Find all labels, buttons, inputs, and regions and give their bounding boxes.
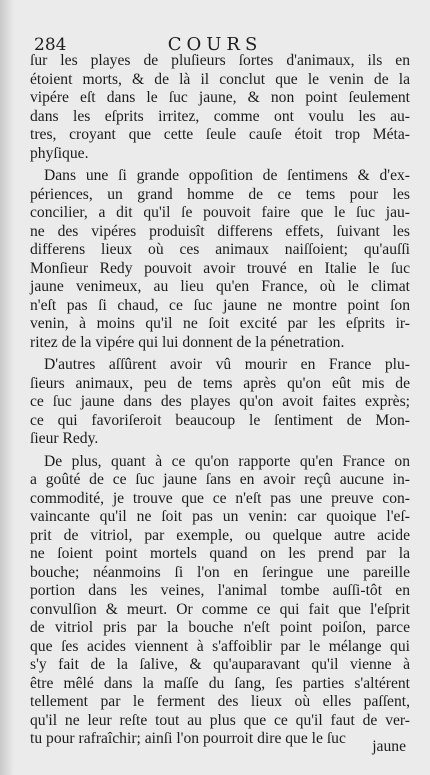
text-line: a goûté de ce ſuc jaune ſans en avoir reçû aucune in- bbox=[30, 471, 410, 488]
text-line: portion dans les veines, l'animal tombe auſſi-tôt en bbox=[30, 582, 410, 599]
text-line: périences, un grand homme de ce tems pour les bbox=[30, 185, 410, 203]
text-line: qu'il ne leur reſte tout au plus que ce qu'il faut de ver- bbox=[30, 711, 410, 729]
text-line: ne des vipéres produisît differens effets, ſuivant les bbox=[30, 222, 410, 240]
paragraph bbox=[30, 356, 410, 449]
running-head: COURS bbox=[167, 34, 263, 55]
text-line: ſieurs animaux, peu de tems après qu'on eût mis de bbox=[30, 374, 410, 392]
text-line: de vitriol pris par la bouche n'eſt point poiſon, parce bbox=[30, 619, 410, 636]
catchword: jaune bbox=[372, 738, 406, 755]
text-line: ne ſoient point mortels quand on les prend par la bbox=[30, 545, 410, 562]
text-line: differens lieux où ces animaux naiſſoient; qu'auſſi bbox=[30, 241, 410, 258]
text-line: que ſes acides viennent à s'affoiblir par le mélange qui bbox=[30, 637, 410, 655]
text-line: phyſique. bbox=[30, 144, 89, 162]
text-line: ritez de la vipére qui lui donnent de la pénetration. bbox=[30, 333, 345, 351]
text-line: ſur les playes de pluſieurs ſortes d'animaux, ils en bbox=[30, 52, 410, 69]
text-line: Monſieur Redy pouvoit avoir trouvé en Italie le ſuc bbox=[30, 259, 410, 277]
paragraph bbox=[30, 453, 410, 749]
text-line: s'y fait de la ſalive, & qu'auparavant qu'il vienne à bbox=[30, 656, 410, 673]
page-gutter-shadow bbox=[0, 0, 14, 775]
text-line: venin, à moins qu'il ne ſoit excité par les eſprits ir- bbox=[30, 315, 410, 332]
text-line: ce qui favoriſeroit beaucoup le ſentiment de Mon- bbox=[30, 411, 410, 429]
text-line: D'autres aſſûrent avoir vû mourir en France plu- bbox=[44, 356, 410, 373]
text-line: vaincante qu'il ne ſoit pas un venin: car quoique l'eſ- bbox=[30, 508, 410, 525]
text-line: ce ſuc jaune dans des playes qu'on avoit faites exprès; bbox=[30, 393, 410, 410]
text-line: convulſion & meurt. Or comme ce qui fait que l'eſprit bbox=[30, 600, 410, 618]
text-line: dans les eſprits irritez, comme ont voulu les au- bbox=[30, 107, 410, 125]
text-line: n'eſt pas ſi chaud, ce ſuc jaune ne montre point ſon bbox=[30, 296, 410, 314]
text-line: jaune venimeux, au lieu qu'en France, où le climat bbox=[30, 278, 410, 295]
text-line: ſieur Redy. bbox=[30, 430, 99, 447]
text-line: concilier, a dit qu'il ſe pouvoit faire que le ſuc jau- bbox=[30, 204, 410, 221]
paragraph bbox=[30, 52, 410, 163]
text-line: vipére eſt dans le ſuc jaune, & non point ſeulement bbox=[30, 89, 410, 106]
text-line: tres, croyant que cette ſeule cauſe étoit trop Méta- bbox=[30, 126, 410, 143]
text-line: commodité, je trouve que ce n'eſt pas une preuve con- bbox=[30, 489, 410, 507]
page-number: 284 bbox=[34, 35, 67, 55]
text-line: tellement par le ferment des lieux où elles paſſent, bbox=[30, 693, 410, 710]
text-line: Dans une ſi grande oppoſition de ſentimens & d'ex- bbox=[44, 167, 410, 184]
paragraph bbox=[30, 167, 410, 352]
text-line: bouche; néanmoins ſi l'on en ſeringue une pareille bbox=[30, 563, 410, 581]
body-text bbox=[30, 52, 410, 753]
text-line: De plus, quant à ce qu'on rapporte qu'en France on bbox=[44, 452, 410, 470]
text-line: tu pour rafraîchir; ainſi l'on pourroit dire que le ſuc bbox=[30, 730, 346, 747]
text-line: être mêlé dans la maſſe du ſang, ſes parties s'altérent bbox=[30, 674, 410, 692]
text-line: prit de vitriol, par exemple, ou quelque autre acide bbox=[30, 526, 410, 544]
text-line: étoient morts, & de là il conclut que le venin de la bbox=[30, 70, 410, 88]
